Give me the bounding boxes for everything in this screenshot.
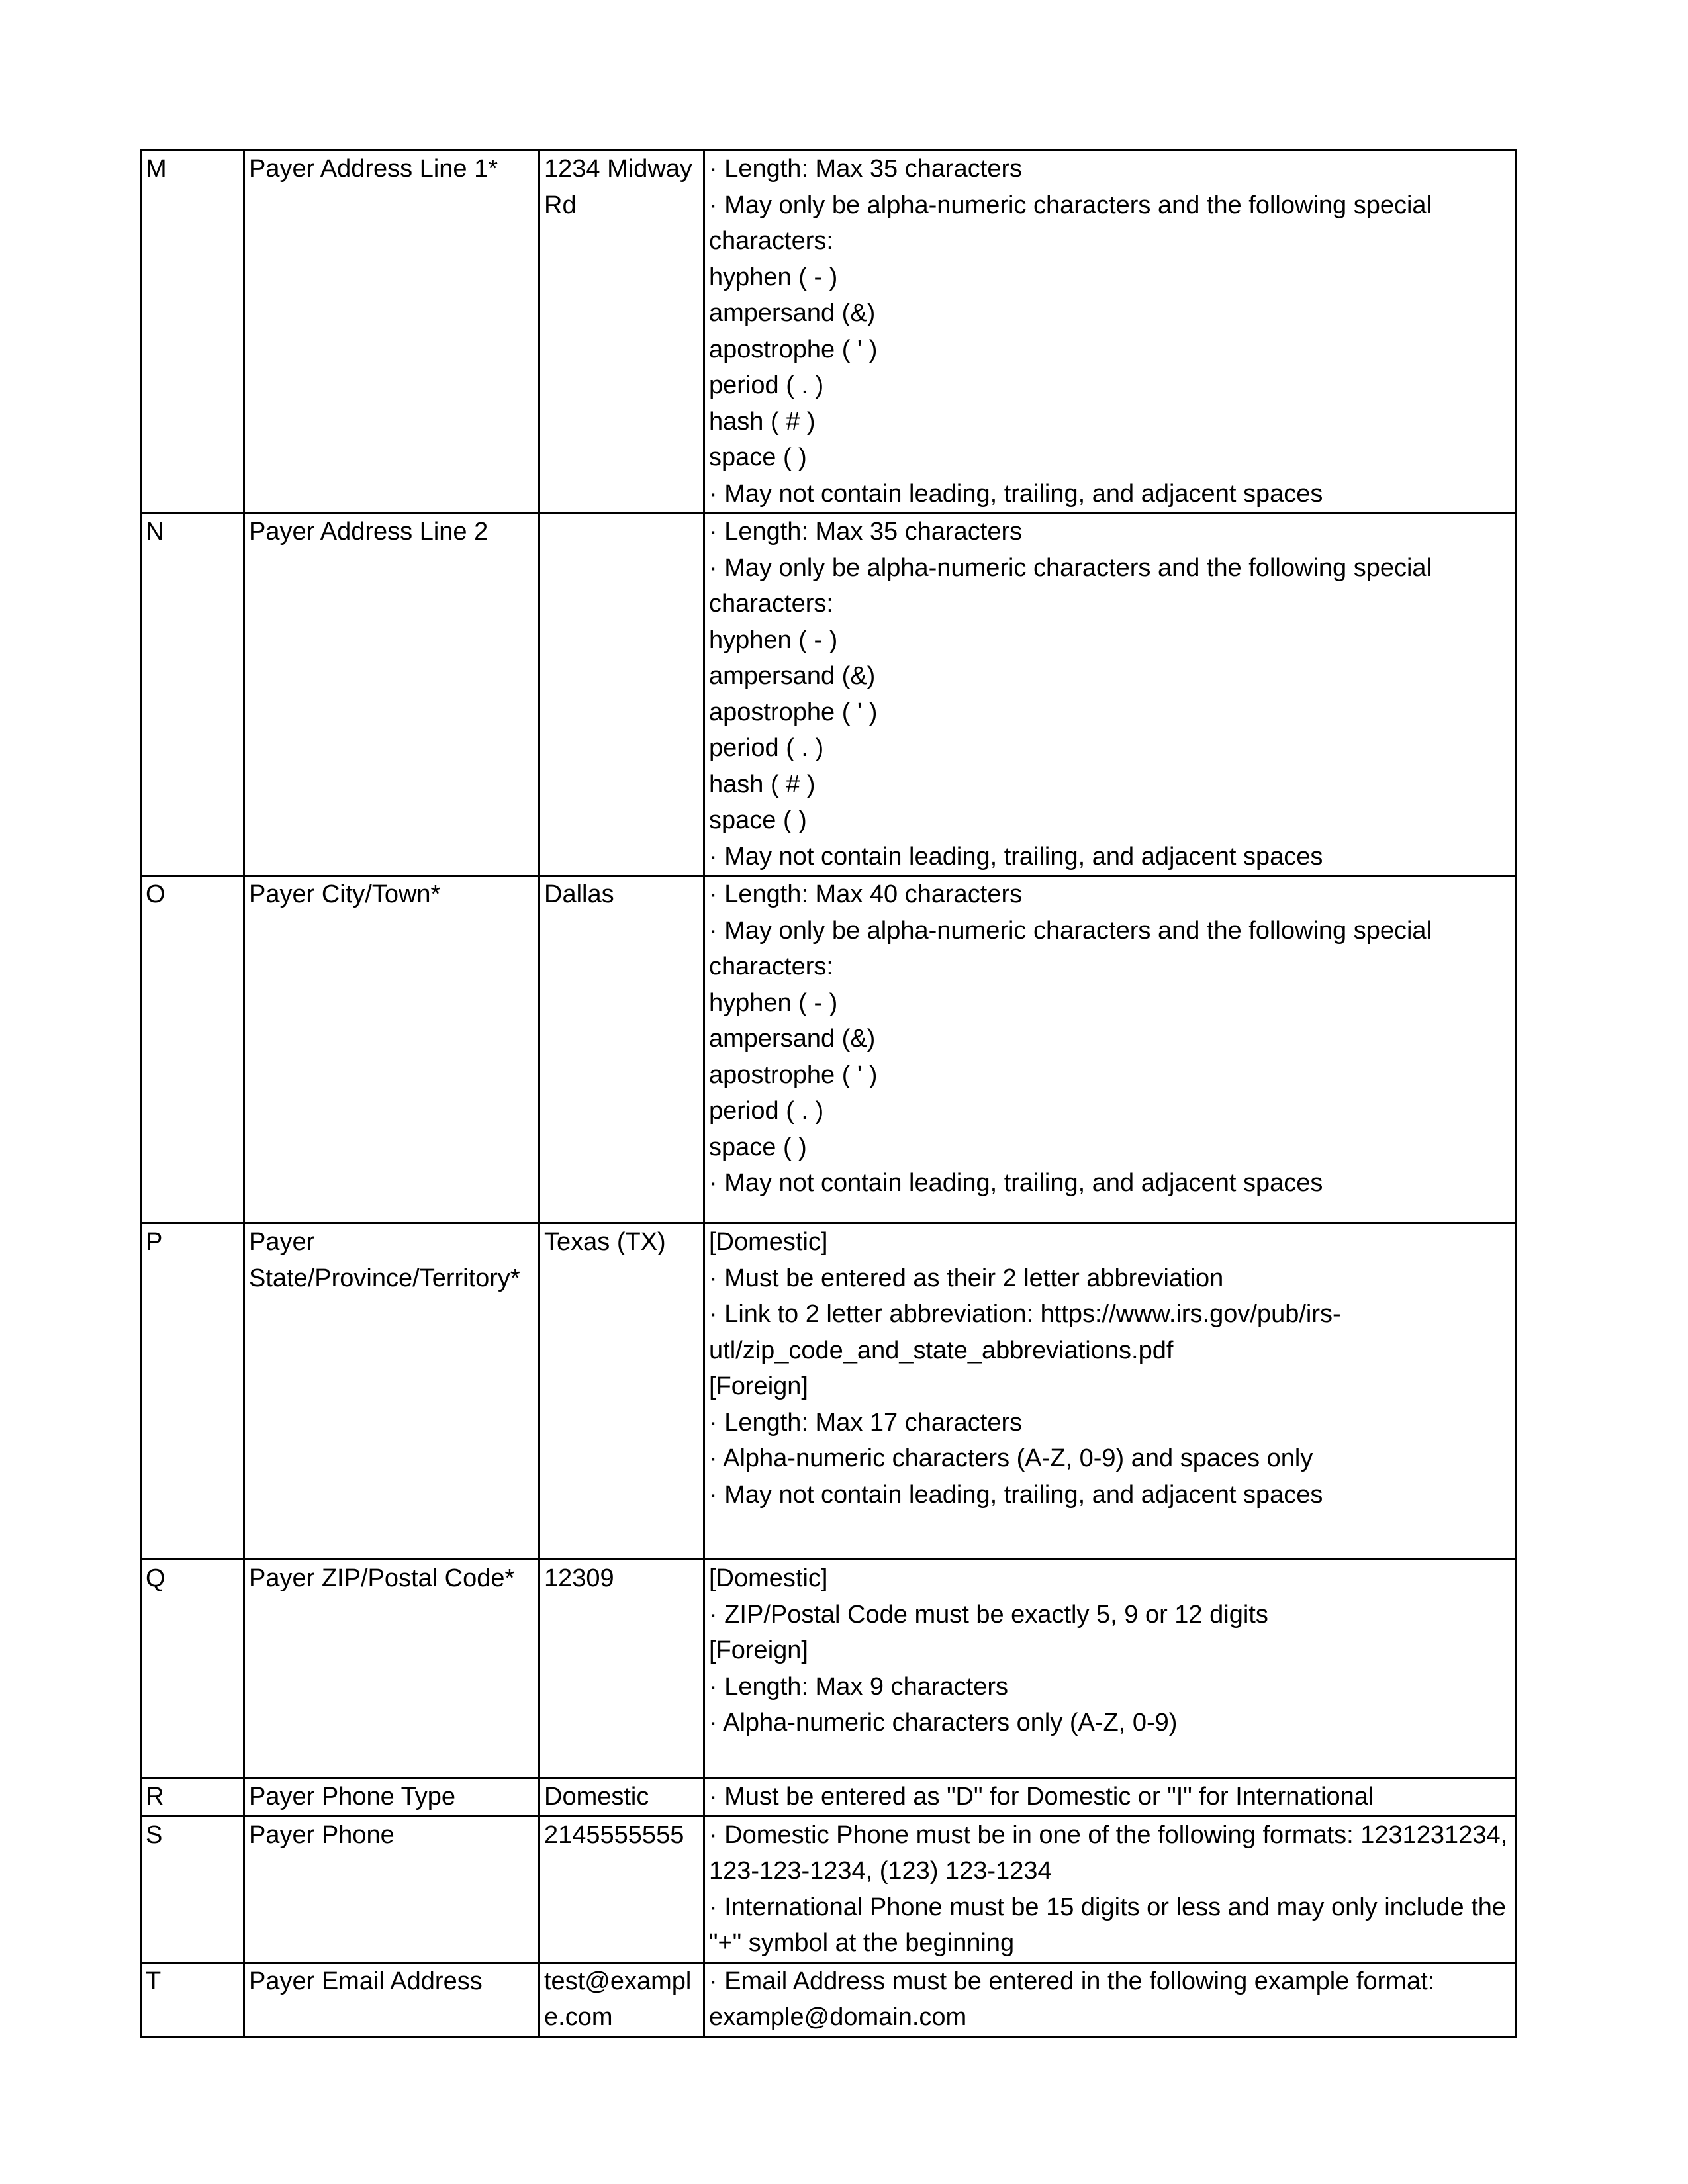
column-letter-cell: N bbox=[141, 513, 244, 876]
table-row bbox=[141, 1560, 1516, 1778]
rule-line: · Must be entered as "D" for Domestic or "I" for International bbox=[709, 1783, 1374, 1811]
rules-list bbox=[709, 1224, 1511, 1513]
column-letter-cell: P bbox=[141, 1223, 244, 1560]
rule-line: · May not contain leading, trailing, and adjacent spaces bbox=[709, 1169, 1323, 1197]
field-name-cell: Payer Address Line 2 bbox=[244, 513, 539, 876]
rules-cell bbox=[704, 150, 1516, 513]
rules-list bbox=[709, 514, 1511, 875]
rules-cell bbox=[704, 1223, 1516, 1560]
field-spec-table bbox=[140, 149, 1517, 2038]
example-value-cell: 2145555555 bbox=[539, 1816, 704, 1962]
rule-line: [Foreign] bbox=[709, 1637, 808, 1664]
rule-line: · International Phone must be 15 digits or less and may only include the "+" symbol at the beginning bbox=[709, 1893, 1507, 1957]
rule-line: · Length: Max 35 characters bbox=[709, 518, 1023, 546]
rule-line: ampersand (&) bbox=[709, 1025, 876, 1053]
rules-list bbox=[709, 1817, 1511, 1962]
rule-line: period ( . ) bbox=[709, 1097, 824, 1125]
rule-line: · Length: Max 9 characters bbox=[709, 1672, 1008, 1701]
rule-line: space ( ) bbox=[709, 1133, 807, 1161]
rule-line: hash ( # ) bbox=[709, 770, 816, 798]
table-row bbox=[141, 1816, 1516, 1962]
rule-line: hyphen ( - ) bbox=[709, 263, 838, 291]
example-value-cell: Dallas bbox=[539, 876, 704, 1223]
rules-cell bbox=[704, 1816, 1516, 1962]
rule-line: [Domestic] bbox=[709, 1228, 828, 1256]
rule-line: · Alpha-numeric characters (A-Z, 0-9) and spaces only bbox=[709, 1445, 1313, 1472]
example-value-cell: Domestic bbox=[539, 1778, 704, 1817]
rules-list bbox=[709, 877, 1511, 1202]
column-letter-cell: T bbox=[141, 1962, 244, 2036]
rules-list bbox=[709, 1560, 1511, 1741]
rules-list bbox=[709, 1779, 1511, 1815]
rule-line: ampersand (&) bbox=[709, 662, 876, 690]
rule-line: apostrophe ( ' ) bbox=[709, 1061, 878, 1089]
rule-line: apostrophe ( ' ) bbox=[709, 698, 878, 726]
field-spec-body bbox=[141, 150, 1516, 2037]
rule-line: · May not contain leading, trailing, and adjacent spaces bbox=[709, 842, 1323, 871]
field-name-cell: Payer State/Province/Territory* bbox=[244, 1223, 539, 1560]
rule-line: space ( ) bbox=[709, 444, 807, 471]
rule-line: · Must be entered as their 2 letter abbreviation bbox=[709, 1264, 1224, 1292]
column-letter-cell: M bbox=[141, 150, 244, 513]
table-row bbox=[141, 1778, 1516, 1817]
example-value-cell: 12309 bbox=[539, 1560, 704, 1778]
column-letter-cell: R bbox=[141, 1778, 244, 1817]
field-name-cell: Payer Email Address bbox=[244, 1962, 539, 2036]
rules-cell bbox=[704, 1962, 1516, 2036]
rule-line: · Length: Max 40 characters bbox=[709, 880, 1023, 908]
rule-line: hash ( # ) bbox=[709, 407, 816, 436]
rule-line: · Length: Max 35 characters bbox=[709, 155, 1023, 183]
rule-line: hyphen ( - ) bbox=[709, 626, 838, 654]
rule-line: · May only be alpha-numeric characters and the following special characters: bbox=[709, 191, 1432, 255]
example-value-cell: 1234 Midway Rd bbox=[539, 150, 704, 513]
rule-line: period ( . ) bbox=[709, 734, 824, 762]
rule-line: · May not contain leading, trailing, and adjacent spaces bbox=[709, 479, 1323, 508]
field-name-cell: Payer Phone bbox=[244, 1816, 539, 1962]
example-value-cell: test@example.com bbox=[539, 1962, 704, 2036]
table-row bbox=[141, 1962, 1516, 2036]
rule-line: [Domestic] bbox=[709, 1564, 828, 1592]
column-letter-cell: O bbox=[141, 876, 244, 1223]
rules-cell bbox=[704, 1560, 1516, 1778]
rule-line: apostrophe ( ' ) bbox=[709, 335, 878, 363]
table-row bbox=[141, 1223, 1516, 1560]
rules-list bbox=[709, 151, 1511, 512]
rule-line: · ZIP/Postal Code must be exactly 5, 9 or 12 digits bbox=[709, 1600, 1268, 1629]
field-name-cell: Payer Address Line 1* bbox=[244, 150, 539, 513]
rule-line: · Alpha-numeric characters only (A-Z, 0-9) bbox=[709, 1709, 1178, 1736]
rules-cell bbox=[704, 876, 1516, 1223]
rule-line: · Email Address must be entered in the following example format: example@domain.com bbox=[709, 1967, 1435, 2031]
example-value-cell bbox=[539, 513, 704, 876]
rule-line: hyphen ( - ) bbox=[709, 988, 838, 1017]
field-name-cell: Payer City/Town* bbox=[244, 876, 539, 1223]
rule-line: [Foreign] bbox=[709, 1372, 808, 1400]
rule-line: period ( . ) bbox=[709, 371, 824, 399]
rule-line: · May only be alpha-numeric characters and the following special characters: bbox=[709, 553, 1432, 618]
example-value-cell: Texas (TX) bbox=[539, 1223, 704, 1560]
table-row bbox=[141, 150, 1516, 513]
rules-cell bbox=[704, 513, 1516, 876]
table-row bbox=[141, 513, 1516, 876]
rule-line: · Length: Max 17 characters bbox=[709, 1408, 1023, 1437]
column-letter-cell: Q bbox=[141, 1560, 244, 1778]
field-name-cell: Payer Phone Type bbox=[244, 1778, 539, 1817]
rule-line: space ( ) bbox=[709, 806, 807, 834]
rules-list bbox=[709, 1964, 1511, 2036]
rule-line: · May only be alpha-numeric characters and the following special characters: bbox=[709, 916, 1432, 980]
field-name-cell: Payer ZIP/Postal Code* bbox=[244, 1560, 539, 1778]
column-letter-cell: S bbox=[141, 1816, 244, 1962]
rule-line: · May not contain leading, trailing, and adjacent spaces bbox=[709, 1480, 1323, 1509]
table-row bbox=[141, 876, 1516, 1223]
rule-line: ampersand (&) bbox=[709, 299, 876, 327]
rule-line: · Link to 2 letter abbreviation: https://www.irs.gov/pub/irs-utl/zip_code_and_state_abbreviations.pdf bbox=[709, 1300, 1341, 1364]
rules-cell bbox=[704, 1778, 1516, 1817]
rule-line: · Domestic Phone must be in one of the following formats: 1231231234, 123-123-1234, (123) 123-1234 bbox=[709, 1821, 1508, 1885]
